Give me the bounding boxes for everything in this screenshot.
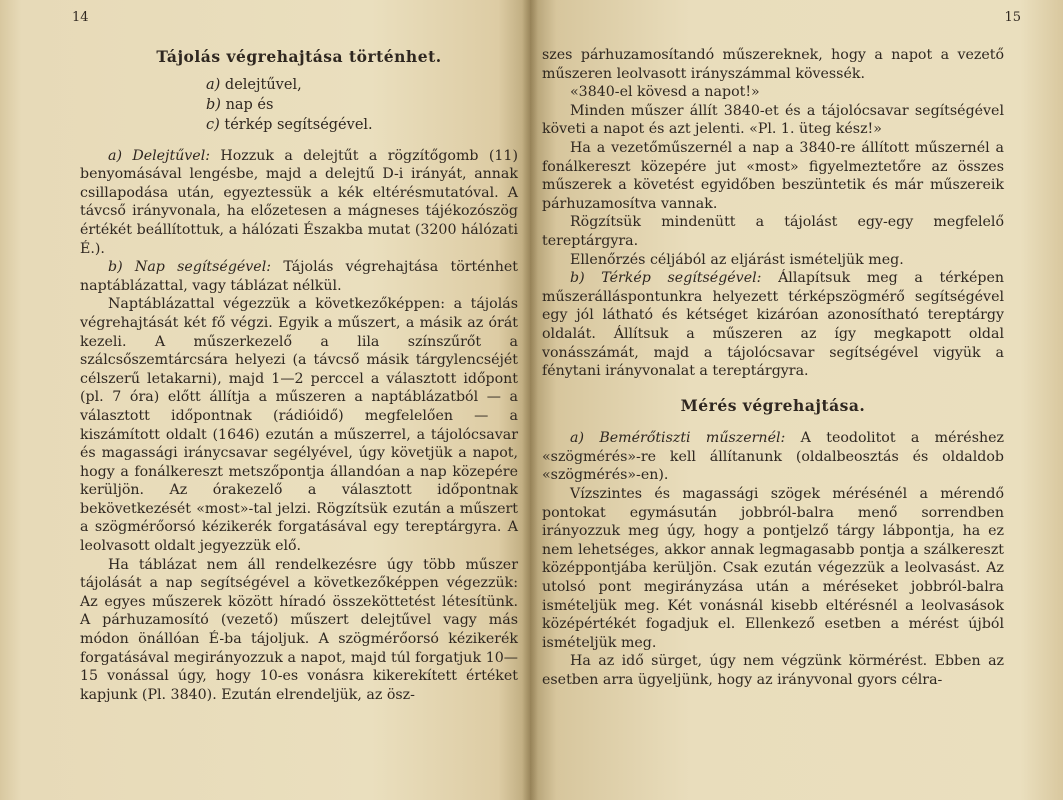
book-gutter [522, 0, 538, 800]
section-heading: Mérés végrehajtása. [680, 395, 866, 415]
paragraph: Ha táblázat nem áll rendelkezésre úgy több műszer tájolását a nap segítségével a következőképpen végezzük: Az egyes műszerek között híradó összeköttetést létesítünk. A párhuzamosító (vezető) műszert delejtűvel vagy más módon önállóan É-ba tájoljuk. A szögmérőorsó kézikerék forgatásával megirányozzuk a napot, majd túl forgatjuk 10—15 vonással úgy, hogy 10-es vonásra kikerekített értéket kapjunk (Pl. 3840). Ezután elrendeljük, az ösz- [80, 556, 518, 703]
right-page [530, 0, 1063, 800]
paragraph: Minden műszer állít 3840-et és a tájolócsavar segítségével követi a napot és azt jelenti. «Pl. 1. üteg kész!» [542, 102, 1004, 138]
right-page-text [542, 46, 1004, 690]
paragraph: Ha az idő sürget, úgy nem végzünk körmérést. Ebben az esetben arra ügyeljünk, hogy az irányvonal gyors célra- [542, 653, 1004, 688]
section-title: Tájolás végrehajtása történhet. [156, 47, 442, 66]
paragraph: b) Nap segítségével: Tájolás végrehajtása történhet naptáblázattal, vagy táblázat nélkül. [80, 259, 518, 294]
paragraph: Vízszintes és magassági szögek mérésénél a mérendő pontokat egymásután jobbról-balra menő sorrendben irányozzuk meg úgy, hogy a pontjelző tárgy lábpontja, ha ez nem lehetséges, akkor annak legmagasabb pontja a szálkereszt középpontjába kerüljön. Csak ezután végezzük a leolvasást. Az utolsó pont megirányzása után a méréseket jobbról-balra ismételjük meg. Két vonásnál kisebb eltérésnél a leolvasások középértékét fogadjuk el. Ellenkező esetben a mérést újból ismételjük meg. [542, 486, 1004, 651]
method-list [80, 75, 518, 135]
list-item: b) nap és [206, 96, 274, 113]
left-page-text [80, 48, 518, 704]
paragraph: b) Térkép segítségével: Állapítsuk meg a térképen műszerálláspontunkra helyezett térképszögmérő segítségével egy jól látható és kétséget kizáróan azonosítható tereptárgy oldalát. Állítsuk a műszeren az így megkapott oldal vonásszámát, majd a tájolócsavar segítségével vigyük a fénytani irányvonalat a tereptárgyra. [542, 270, 1004, 380]
paragraph: Rögzítsük mindenütt a tájolást egy-egy megfelelő tereptárgyra. [542, 214, 1004, 249]
left-page [0, 0, 530, 800]
list-item: c) térkép segítségével. [206, 116, 373, 133]
paragraph: Ha a vezetőműszernél a nap a 3840-re állított műszernél a fonálkereszt közepére jut «most» figyelmeztetőre az összes műszerek a követést egyidőben beszüntetik és már műszereik párhuzamosítva vannak. [542, 139, 1004, 212]
page-number: 14 [72, 10, 89, 25]
page-number: 15 [1004, 10, 1021, 25]
list-item: a) delejtűvel, [206, 76, 302, 93]
paragraph: a) Delejtűvel: Hozzuk a delejtűt a rögzítőgomb (11) benyomásával lengésbe, majd a delejtű D-i irányát, annak csillapodása után, egyeztessük a kék eltérésmutatóval. A távcső irányvonala, ha előzetesen a mágneses tájékozószög értékét beállítottuk, a hálózati Északba mutat (3200 hálózati É.). [80, 147, 518, 257]
paragraph: Naptáblázattal végezzük a következőképpen: a tájolás végrehajtását két fő végzi. Egyik a műszert, a másik az órát kezeli. A műszerkezelő a lila színszűrőt a szálcsőszemtárcsára helyezi (a távcső másik tárgylencséjét célszerű letakarni), majd 1—2 perccel a választott időpont (pl. 7 óra) előtt állítja a műszeren a naptáblázatból — a választott időpontnak (rádióidő) megfelelően — a kiszámított oldalt (1646) ezután a műszerrel, a tájolócsavar és magassági iránycsavar segélyével, úgy követjük a napot, hogy a fonálkereszt metszőpontja állandóan a nap közepére kerüljön. Az órakezelő a választott időpontnak bekövetkezését «most»-tal jelzi. Rögzítsük ezután a műszert a szögmérőorsó kézikerék forgatásával egy tereptárgyra. A leolvasott oldalt jegyezzük elő. [80, 296, 518, 555]
paragraph: «3840-el kövesd a napot!» [570, 84, 760, 101]
paragraph: Ellenőrzés céljából az eljárást ismételjük meg. [570, 251, 904, 268]
paragraph: szes párhuzamosítandó műszereknek, hogy a napot a vezető műszeren leolvasott irányszámmal kövessék. [542, 47, 1004, 82]
paragraph: a) Bemérőtiszti műszernél: A teodolitot a méréshez «szögmérés»-re kell állítanunk (oldalbeosztás és oldaldob «szögmérés»-en). [542, 430, 1004, 484]
